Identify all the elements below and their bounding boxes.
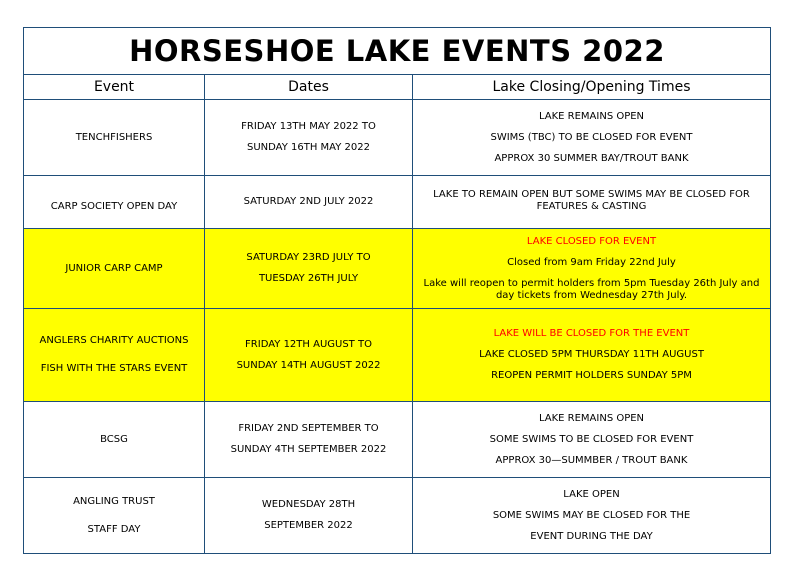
event-cell (24, 402, 205, 478)
times-line: EVENT DURING THE DAY (530, 530, 653, 542)
events-table (23, 27, 771, 554)
event-cell (24, 100, 205, 176)
times-line: LAKE TO REMAIN OPEN BUT SOME SWIMS MAY BE CLOSED FOR FEATURES & CASTING (433, 189, 750, 212)
times-cell (413, 402, 771, 478)
date-line: SUNDAY 4TH SEPTEMBER 2022 (230, 444, 387, 455)
times-cell (413, 176, 771, 229)
event-cell (24, 478, 205, 554)
column-header-dates: Dates (205, 75, 413, 100)
times-line: SOME SWIMS TO BE CLOSED FOR EVENT (489, 433, 694, 445)
times-line: LAKE OPEN (563, 488, 620, 500)
date-line: WEDNESDAY 28TH (261, 499, 356, 510)
table-row (24, 402, 771, 478)
event-name: FISH WITH THE STARS EVENT (40, 363, 188, 374)
closure-notice: LAKE WILL BE CLOSED FOR THE EVENT (493, 328, 690, 339)
times-cell (413, 309, 771, 402)
table-row (24, 478, 771, 554)
event-name: JUNIOR CARP CAMP (65, 262, 163, 274)
table-row (24, 100, 771, 176)
event-name: CARP SOCIETY OPEN DAY (50, 201, 178, 212)
date-line: SATURDAY 23RD JULY TO (246, 252, 371, 263)
date-line: FRIDAY 12TH AUGUST TO (245, 338, 372, 350)
column-header-times: Lake Closing/Opening Times (413, 75, 771, 100)
column-header-event: Event (24, 75, 205, 100)
event-name: BCSG (100, 433, 128, 445)
dates-cell (205, 309, 413, 402)
event-cell (24, 176, 205, 229)
dates-cell (205, 100, 413, 176)
times-line: APPROX 30—SUMMBER / TROUT BANK (495, 454, 688, 466)
table-row (24, 176, 771, 229)
dates-cell (205, 478, 413, 554)
times-line: SWIMS (TBC) TO BE CLOSED FOR EVENT (490, 131, 693, 143)
page-title: HORSESHOE LAKE EVENTS 2022 (24, 28, 771, 75)
times-line: LAKE CLOSED 5PM THURSDAY 11TH AUGUST (479, 349, 704, 360)
event-name: TENCHFISHERS (75, 131, 153, 143)
event-name: ANGLERS CHARITY AUCTIONS (39, 335, 189, 346)
times-line: REOPEN PERMIT HOLDERS SUNDAY 5PM (491, 370, 692, 381)
date-line: SATURDAY 2ND JULY 2022 (243, 196, 374, 207)
date-line: FRIDAY 13TH MAY 2022 TO (241, 121, 376, 132)
times-cell (413, 478, 771, 554)
event-name: STAFF DAY (87, 523, 141, 535)
dates-cell (205, 402, 413, 478)
date-line: SUNDAY 14TH AUGUST 2022 (236, 359, 381, 371)
times-line: Lake will reopen to permit holders from 5pm Tuesday 26th July and day tickets from Wednesday 27th July. (423, 277, 760, 301)
event-cell (24, 309, 205, 402)
event-name: ANGLING TRUST (73, 495, 155, 507)
table-row (24, 309, 771, 402)
times-line: LAKE REMAINS OPEN (538, 110, 645, 122)
dates-cell (205, 176, 413, 229)
date-line: SEPTEMBER 2022 (264, 520, 353, 531)
times-cell (413, 100, 771, 176)
closure-notice: LAKE CLOSED FOR EVENT (526, 235, 657, 247)
date-line: FRIDAY 2ND SEPTEMBER TO (238, 423, 379, 434)
header-row (24, 75, 771, 100)
times-cell (413, 229, 771, 309)
date-line: TUESDAY 26TH JULY (258, 273, 359, 284)
date-line: SUNDAY 16TH MAY 2022 (247, 142, 370, 153)
title-row (24, 28, 771, 75)
dates-cell (205, 229, 413, 309)
event-cell (24, 229, 205, 309)
times-line: SOME SWIMS MAY BE CLOSED FOR THE (492, 509, 691, 521)
times-line: Closed from 9am Friday 22nd July (507, 256, 676, 268)
table-row (24, 229, 771, 309)
times-line: LAKE REMAINS OPEN (538, 412, 645, 424)
times-line: APPROX 30 SUMMER BAY/TROUT BANK (494, 152, 689, 164)
